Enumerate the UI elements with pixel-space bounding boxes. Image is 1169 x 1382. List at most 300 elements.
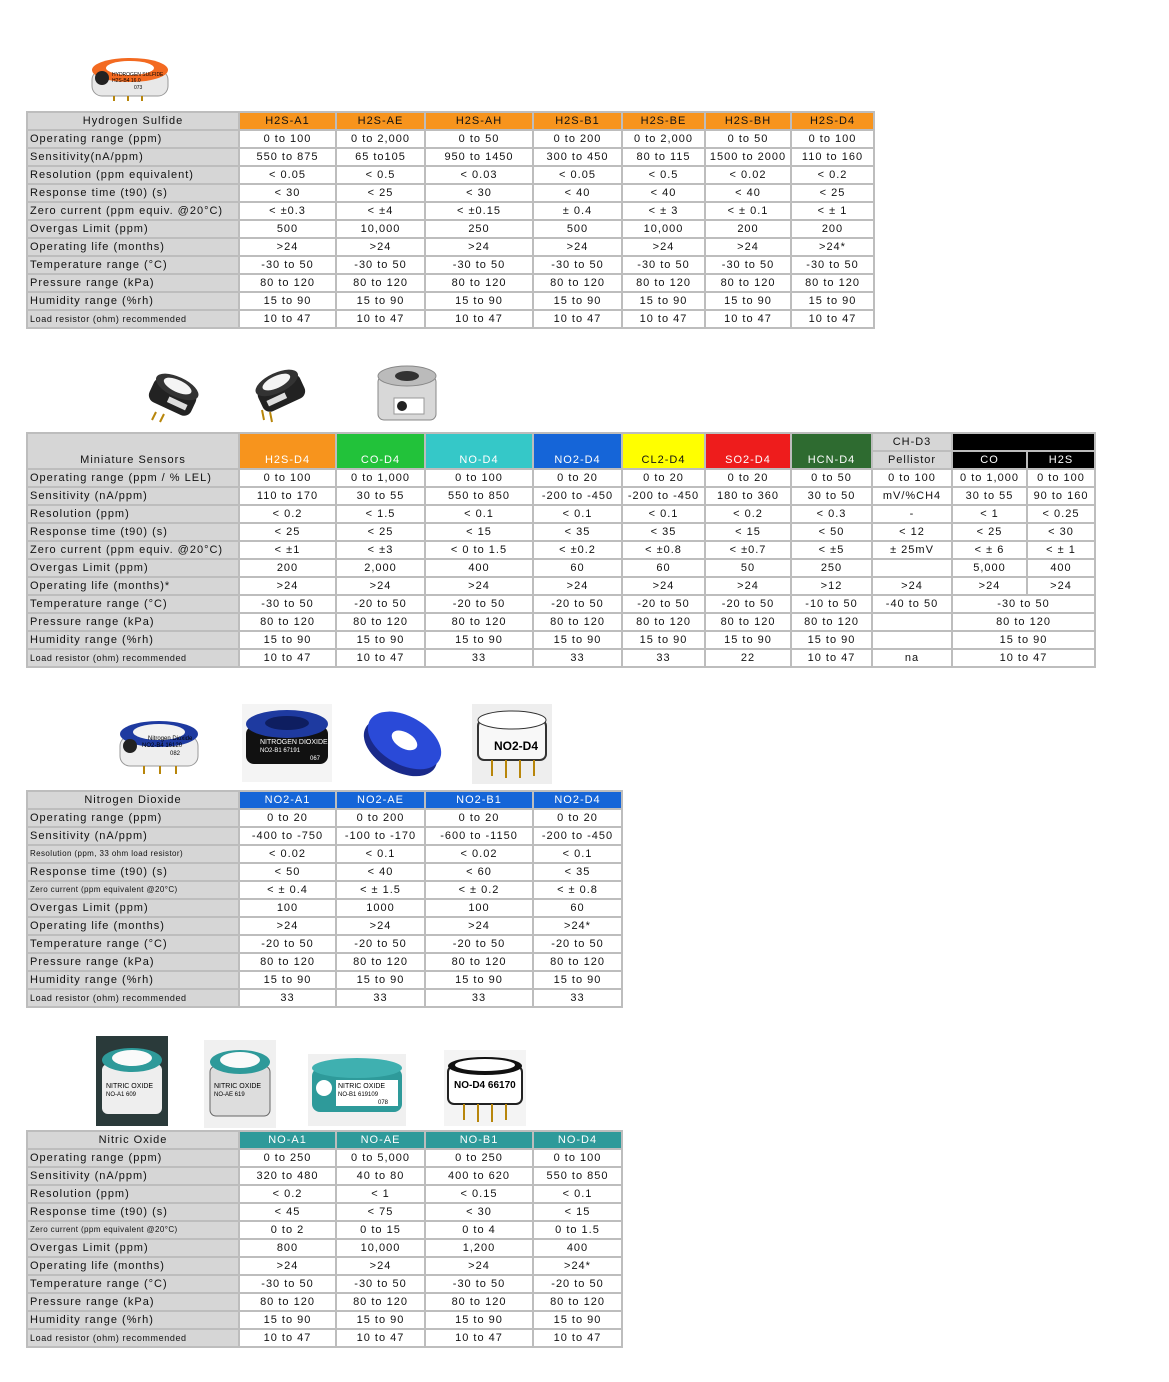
cell: >24 <box>336 1257 425 1275</box>
no2-sensor-2-label-3: 067 <box>310 756 321 762</box>
row-label: Sensitivity (nA/ppm) <box>27 487 239 505</box>
cell: 15 to 90 <box>533 631 622 649</box>
mini-model-header: CO-D4 <box>336 433 425 469</box>
table-row <box>27 1293 622 1311</box>
table-row <box>27 899 622 917</box>
cell: < 0.2 <box>239 1185 336 1203</box>
cell: < 0.1 <box>533 1185 622 1203</box>
cell: 10 to 47 <box>239 310 336 328</box>
table-row <box>27 595 1095 613</box>
cell: 80 to 115 <box>622 148 705 166</box>
cell: < 0.02 <box>239 845 336 863</box>
row-label: Overgas Limit (ppm) <box>27 899 239 917</box>
cell: >24 <box>533 577 622 595</box>
cell: 300 to 450 <box>533 148 622 166</box>
cell: 15 to 90 <box>705 292 791 310</box>
row-label: Temperature range (°C) <box>27 1275 239 1293</box>
table-row <box>27 184 874 202</box>
cell: 50 <box>705 559 791 577</box>
cell: < 45 <box>239 1203 336 1221</box>
cell: >24 <box>622 577 705 595</box>
cell: < 30 <box>1027 523 1095 541</box>
cell: < 35 <box>622 523 705 541</box>
cell: 15 to 90 <box>336 1311 425 1329</box>
cell: -30 to 50 <box>425 1275 533 1293</box>
cell: < 30 <box>239 184 336 202</box>
table-row <box>27 917 622 935</box>
no2-sensor-1-label-2: NO2-B4 16120 <box>142 743 183 749</box>
row-label: Temperature range (°C) <box>27 935 239 953</box>
cell: < ±0.8 <box>622 541 705 559</box>
row-label: Resolution (ppm equivalent) <box>27 166 239 184</box>
cell: < 35 <box>533 863 622 881</box>
cell: >24 <box>705 577 791 595</box>
cell: -20 to 50 <box>533 935 622 953</box>
mini-header-row-top <box>27 433 1095 451</box>
cell: 10 to 47 <box>336 310 425 328</box>
cell: < ±5 <box>791 541 872 559</box>
cell: 65 to105 <box>336 148 425 166</box>
mini-model-header: H2S-D4 <box>239 433 336 469</box>
no-spec-table <box>26 1130 623 1348</box>
row-label: Humidity range (%rh) <box>27 971 239 989</box>
cell: 10 to 47 <box>533 310 622 328</box>
no-model-header: NO-A1 <box>239 1131 336 1149</box>
cell: < 75 <box>336 1203 425 1221</box>
cell: >24 <box>622 238 705 256</box>
cell: -30 to 50 <box>622 256 705 274</box>
cell: 0 to 50 <box>705 130 791 148</box>
cell: < 0.3 <box>791 505 872 523</box>
h2s-model-header: H2S-D4 <box>791 112 874 130</box>
cell: 10 to 47 <box>705 310 791 328</box>
cell: < 40 <box>336 863 425 881</box>
cell: -30 to 50 <box>791 256 874 274</box>
no2-sensor-1-label-1: Nitrogen Dioxide <box>148 736 193 742</box>
cell: 33 <box>425 649 533 667</box>
no2-sensor-4-label: NO2-D4 <box>494 739 539 753</box>
cell: 110 to 160 <box>791 148 874 166</box>
cell: < ± 0.2 <box>425 881 533 899</box>
cell: -200 to -450 <box>533 827 622 845</box>
cell: 0 to 20 <box>705 469 791 487</box>
cell <box>872 613 952 631</box>
h2s-model-header: H2S-AE <box>336 112 425 130</box>
cell: 80 to 120 <box>239 1293 336 1311</box>
cell: 90 to 160 <box>1027 487 1095 505</box>
cell: < ± 1 <box>1027 541 1095 559</box>
cell: < ± 0.1 <box>705 202 791 220</box>
dual-sensor-header-blank <box>952 433 1095 451</box>
cell: -30 to 50 <box>952 595 1095 613</box>
cell: 500 <box>239 220 336 238</box>
cell: < 0 to 1.5 <box>425 541 533 559</box>
cell: -20 to 50 <box>622 595 705 613</box>
cell: < ± 1.5 <box>336 881 425 899</box>
cell: < 0.1 <box>622 505 705 523</box>
row-label: Zero current (ppm equiv. @20°C) <box>27 541 239 559</box>
cell: ± 25mV <box>872 541 952 559</box>
pellistor-header-top: CH-D3 <box>872 433 952 451</box>
cell: < 1.5 <box>336 505 425 523</box>
h2s-sensor-image <box>84 40 176 102</box>
cell: -600 to -1150 <box>425 827 533 845</box>
mini-model-header: CL2-D4 <box>622 433 705 469</box>
row-label: Sensitivity (nA/ppm) <box>27 1167 239 1185</box>
cell: < 30 <box>425 1203 533 1221</box>
table-row <box>27 613 1095 631</box>
cell: 10 to 47 <box>791 649 872 667</box>
cell: ± 0.4 <box>533 202 622 220</box>
cell: < 15 <box>533 1203 622 1221</box>
cell: 15 to 90 <box>425 292 533 310</box>
table-row <box>27 274 874 292</box>
no-sensor-4-label: NO-D4 66170 <box>454 1080 516 1091</box>
row-label: Pressure range (kPa) <box>27 953 239 971</box>
cell: 0 to 100 <box>533 1149 622 1167</box>
no-sensor-image-2 <box>204 1040 276 1128</box>
cell: -100 to -170 <box>336 827 425 845</box>
cell: >24 <box>952 577 1027 595</box>
cell: < 0.1 <box>533 845 622 863</box>
table-row <box>27 1167 622 1185</box>
cell: < 0.2 <box>705 505 791 523</box>
cell: na <box>872 649 952 667</box>
cell: 400 to 620 <box>425 1167 533 1185</box>
cell: >24 <box>872 577 952 595</box>
row-label: Load resistor (ohm) recommended <box>27 649 239 667</box>
pellistor-header-bottom: Pellistor <box>872 451 952 469</box>
cell: < 1 <box>952 505 1027 523</box>
cell: 15 to 90 <box>336 292 425 310</box>
cell: 80 to 120 <box>239 953 336 971</box>
no-sensor-2-label-2: NO-AE 619 <box>214 1092 245 1098</box>
cell: -30 to 50 <box>336 256 425 274</box>
table-row <box>27 1311 622 1329</box>
cell <box>872 559 952 577</box>
h2s-model-header: H2S-BE <box>622 112 705 130</box>
cell: 60 <box>533 899 622 917</box>
h2s-sensor-label-1: HYDROGEN SULFIDE <box>112 72 164 78</box>
cell: 10 to 47 <box>239 1329 336 1347</box>
cell: 0 to 50 <box>425 130 533 148</box>
row-label: Operating life (months) <box>27 238 239 256</box>
cell: -30 to 50 <box>239 595 336 613</box>
cell: 15 to 90 <box>791 292 874 310</box>
table-row <box>27 649 1095 667</box>
cell: 80 to 120 <box>336 613 425 631</box>
cell: 80 to 120 <box>622 274 705 292</box>
cell: 80 to 120 <box>425 613 533 631</box>
row-label: Resolution (ppm) <box>27 1185 239 1203</box>
table-row <box>27 989 622 1007</box>
cell: 400 <box>425 559 533 577</box>
no-model-header: NO-D4 <box>533 1131 622 1149</box>
table-row <box>27 505 1095 523</box>
cell: >24 <box>336 917 425 935</box>
miniature-spec-table <box>26 432 1096 668</box>
cell: 15 to 90 <box>622 631 705 649</box>
cell: >12 <box>791 577 872 595</box>
cell: < 0.02 <box>425 845 533 863</box>
cell: 2,000 <box>336 559 425 577</box>
cell: 100 <box>425 899 533 917</box>
mini-model-header: HCN-D4 <box>791 433 872 469</box>
cell: 0 to 100 <box>239 130 336 148</box>
cell: 0 to 1,000 <box>336 469 425 487</box>
cell: -20 to 50 <box>336 595 425 613</box>
h2s-model-header: H2S-AH <box>425 112 533 130</box>
row-label: Response time (t90) (s) <box>27 863 239 881</box>
table-row <box>27 487 1095 505</box>
cell: 15 to 90 <box>533 971 622 989</box>
cell: -20 to 50 <box>336 935 425 953</box>
row-label: Response time (t90) (s) <box>27 523 239 541</box>
cell: -30 to 50 <box>705 256 791 274</box>
mini-sensor-image-2 <box>248 364 314 424</box>
cell: 80 to 120 <box>533 274 622 292</box>
cell: 80 to 120 <box>791 613 872 631</box>
cell: 15 to 90 <box>622 292 705 310</box>
table-row <box>27 809 622 827</box>
cell: 15 to 90 <box>425 1311 533 1329</box>
cell: >24 <box>1027 577 1095 595</box>
no2-sensor-image-1 <box>114 712 204 778</box>
cell: < 40 <box>705 184 791 202</box>
no2-sensor-image-3 <box>354 698 452 788</box>
mini-model-header: NO2-D4 <box>533 433 622 469</box>
row-label: Humidity range (%rh) <box>27 292 239 310</box>
no2-sensor-1-label-3: 082 <box>170 751 181 757</box>
table-row <box>27 202 874 220</box>
cell: 33 <box>533 989 622 1007</box>
cell: 320 to 480 <box>239 1167 336 1185</box>
no-sensor-2-label-1: NITRIC OXIDE <box>214 1083 262 1090</box>
cell: 80 to 120 <box>425 953 533 971</box>
cell: 60 <box>622 559 705 577</box>
row-label: Zero current (ppm equivalent @20°C) <box>27 881 239 899</box>
cell: 0 to 50 <box>791 469 872 487</box>
cell: -20 to 50 <box>239 935 336 953</box>
cell: >24 <box>425 577 533 595</box>
cell: < 0.05 <box>533 166 622 184</box>
row-label: Humidity range (%rh) <box>27 631 239 649</box>
cell: -20 to 50 <box>425 935 533 953</box>
cell: 800 <box>239 1239 336 1257</box>
cell: < 12 <box>872 523 952 541</box>
row-label: Overgas Limit (ppm) <box>27 1239 239 1257</box>
cell: 33 <box>336 989 425 1007</box>
row-label: Response time (t90) (s) <box>27 1203 239 1221</box>
table-row <box>27 166 874 184</box>
cell: 250 <box>425 220 533 238</box>
cell: 80 to 120 <box>533 1293 622 1311</box>
cell: -20 to 50 <box>533 1275 622 1293</box>
table-row <box>27 220 874 238</box>
no-table-title: Nitric Oxide <box>27 1131 239 1149</box>
cell: 30 to 50 <box>791 487 872 505</box>
row-label: Operating life (months) <box>27 917 239 935</box>
cell: < ± 1 <box>791 202 874 220</box>
cell: < 0.2 <box>791 166 874 184</box>
cell: 15 to 90 <box>533 292 622 310</box>
cell: 1000 <box>336 899 425 917</box>
table-row <box>27 256 874 274</box>
cell: 80 to 120 <box>705 613 791 631</box>
cell: 80 to 120 <box>425 274 533 292</box>
row-label: Resolution (ppm) <box>27 505 239 523</box>
cell: < ±3 <box>336 541 425 559</box>
no-sensor-3-label-1: NITRIC OXIDE <box>338 1083 386 1090</box>
cell: 1,200 <box>425 1239 533 1257</box>
cell: < 0.05 <box>239 166 336 184</box>
h2s-sensor-label-3: 073 <box>134 85 143 91</box>
table-row <box>27 971 622 989</box>
cell: 0 to 250 <box>239 1149 336 1167</box>
cell: < 25 <box>952 523 1027 541</box>
row-label: Pressure range (kPa) <box>27 274 239 292</box>
cell: - <box>872 505 952 523</box>
cell: < 1 <box>336 1185 425 1203</box>
cell: >24 <box>336 577 425 595</box>
cell: 0 to 20 <box>425 809 533 827</box>
table-row <box>27 631 1095 649</box>
table-row <box>27 953 622 971</box>
cell: 80 to 120 <box>533 613 622 631</box>
row-label: Operating range (ppm) <box>27 130 239 148</box>
cell: -40 to 50 <box>872 595 952 613</box>
row-label: Temperature range (°C) <box>27 595 239 613</box>
cell: 550 to 850 <box>425 487 533 505</box>
cell: -30 to 50 <box>425 256 533 274</box>
cell: 110 to 170 <box>239 487 336 505</box>
cell: 10 to 47 <box>622 310 705 328</box>
cell: -20 to 50 <box>705 595 791 613</box>
cell: 0 to 20 <box>533 469 622 487</box>
cell: 33 <box>533 649 622 667</box>
table-row <box>27 845 622 863</box>
cell: -20 to 50 <box>425 595 533 613</box>
cell: 15 to 90 <box>239 971 336 989</box>
cell: 100 <box>239 899 336 917</box>
cell: 0 to 2,000 <box>336 130 425 148</box>
mini-model-header: SO2-D4 <box>705 433 791 469</box>
cell: < 25 <box>336 523 425 541</box>
cell: 0 to 20 <box>622 469 705 487</box>
cell: 0 to 250 <box>425 1149 533 1167</box>
table-row <box>27 1257 622 1275</box>
no-model-header: NO-AE <box>336 1131 425 1149</box>
no2-model-header: NO2-B1 <box>425 791 533 809</box>
h2s-table-title: Hydrogen Sulfide <box>27 112 239 130</box>
cell: -30 to 50 <box>336 1275 425 1293</box>
cell: >24 <box>705 238 791 256</box>
cell: 80 to 120 <box>705 274 791 292</box>
cell: 80 to 120 <box>791 274 874 292</box>
cell: 30 to 55 <box>952 487 1027 505</box>
cell: < 30 <box>425 184 533 202</box>
cell: 950 to 1450 <box>425 148 533 166</box>
h2s-model-header: H2S-B1 <box>533 112 622 130</box>
cell: 0 to 2 <box>239 1221 336 1239</box>
cell: >24* <box>533 917 622 935</box>
no-sensor-1-label-1: NITRIC OXIDE <box>106 1083 154 1090</box>
row-label: Response time (t90) (s) <box>27 184 239 202</box>
cell: < 40 <box>533 184 622 202</box>
table-row <box>27 148 874 166</box>
row-label: Zero current (ppm equiv. @20°C) <box>27 202 239 220</box>
cell <box>872 631 952 649</box>
cell: 33 <box>239 989 336 1007</box>
row-label: Pressure range (kPa) <box>27 1293 239 1311</box>
cell: 0 to 100 <box>425 469 533 487</box>
table-row <box>27 577 1095 595</box>
cell: 10,000 <box>336 220 425 238</box>
row-label: Operating range (ppm / % LEL) <box>27 469 239 487</box>
cell: < 50 <box>791 523 872 541</box>
cell: 0 to 5,000 <box>336 1149 425 1167</box>
cell: 22 <box>705 649 791 667</box>
cell: 10 to 47 <box>425 310 533 328</box>
cell: 0 to 20 <box>533 809 622 827</box>
row-label: Load resistor (ohm) recommended <box>27 989 239 1007</box>
cell: 80 to 120 <box>622 613 705 631</box>
cell: 15 to 90 <box>336 631 425 649</box>
no-header-row <box>27 1131 622 1149</box>
cell: 80 to 120 <box>336 1293 425 1311</box>
cell: 0 to 2,000 <box>622 130 705 148</box>
table-row <box>27 863 622 881</box>
no-sensor-image-1 <box>96 1036 168 1126</box>
row-label: Operating range (ppm) <box>27 809 239 827</box>
cell: 40 to 80 <box>336 1167 425 1185</box>
table-row <box>27 1203 622 1221</box>
no2-model-header: NO2-A1 <box>239 791 336 809</box>
cell: < 0.5 <box>336 166 425 184</box>
cell: 0 to 100 <box>872 469 952 487</box>
cell: -400 to -750 <box>239 827 336 845</box>
cell: 15 to 90 <box>425 631 533 649</box>
cell: >24 <box>239 577 336 595</box>
no2-spec-table <box>26 790 623 1008</box>
table-row <box>27 935 622 953</box>
cell: 15 to 90 <box>425 971 533 989</box>
no2-sensor-image-2 <box>242 704 332 782</box>
cell: < ±0.7 <box>705 541 791 559</box>
table-row <box>27 292 874 310</box>
cell: 30 to 55 <box>336 487 425 505</box>
cell: 80 to 120 <box>336 953 425 971</box>
cell: >24 <box>425 917 533 935</box>
cell: 200 <box>791 220 874 238</box>
cell: -20 to 50 <box>533 595 622 613</box>
cell: 200 <box>239 559 336 577</box>
no2-sensor-2-label-1: NITROGEN DIOXIDE <box>260 739 328 746</box>
cell: 15 to 90 <box>336 971 425 989</box>
cell: >24* <box>533 1257 622 1275</box>
cell: < ± 3 <box>622 202 705 220</box>
cell: < 0.2 <box>239 505 336 523</box>
cell: < 0.5 <box>622 166 705 184</box>
row-label: Pressure range (kPa) <box>27 613 239 631</box>
no2-model-header: NO2-AE <box>336 791 425 809</box>
pellistor-sensor-image <box>372 362 442 428</box>
cell: 10 to 47 <box>952 649 1095 667</box>
no-sensor-1-label-2: NO-A1 609 <box>106 1092 137 1098</box>
cell: 10 to 47 <box>425 1329 533 1347</box>
cell: < 25 <box>791 184 874 202</box>
row-label: Overgas Limit (ppm) <box>27 220 239 238</box>
